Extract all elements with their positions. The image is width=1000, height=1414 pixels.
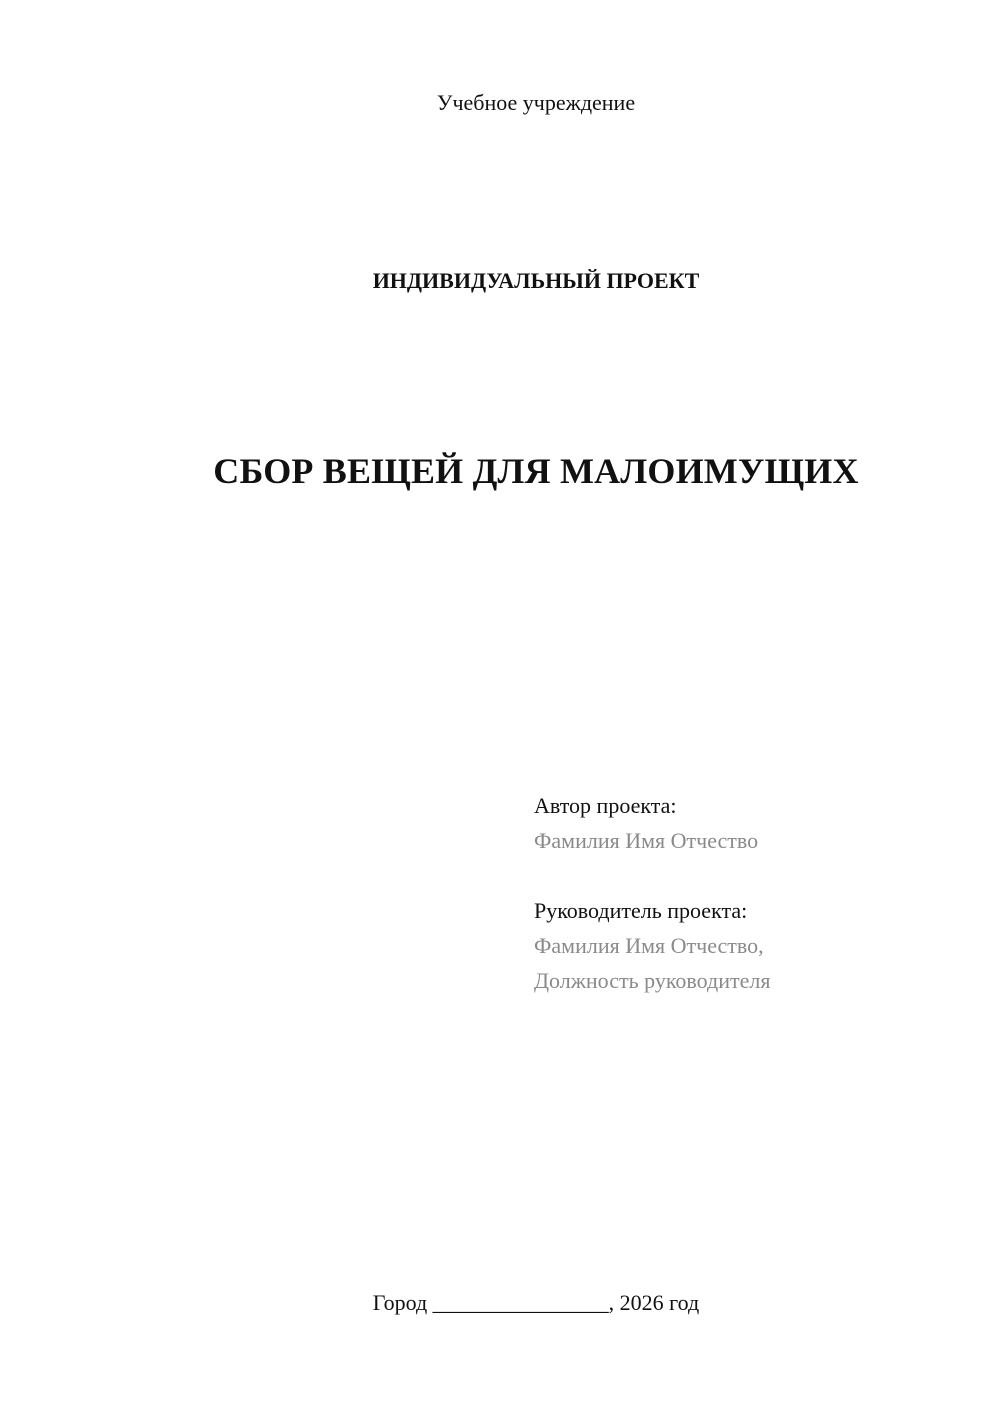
author-name-placeholder: Фамилия Имя Отчество xyxy=(534,828,759,853)
author-label: Автор проекта: xyxy=(534,793,677,818)
authorship-block xyxy=(534,788,770,998)
city-year-line: Город ________________, 2026 год xyxy=(372,1290,700,1315)
project-title: СБОР ВЕЩЕЙ ДЛЯ МАЛОИМУЩИХ xyxy=(213,451,859,491)
supervisor-label: Руководитель проекта: xyxy=(534,898,748,923)
project-type-heading: ИНДИВИДУАЛЬНЫЙ ПРОЕКТ xyxy=(372,268,700,293)
block-spacer xyxy=(534,858,770,893)
supervisor-position-placeholder: Должность руководителя xyxy=(534,968,771,993)
supervisor-name-placeholder: Фамилия Имя Отчество, xyxy=(534,933,764,958)
institution-name: Учебное учреждение xyxy=(436,90,636,115)
